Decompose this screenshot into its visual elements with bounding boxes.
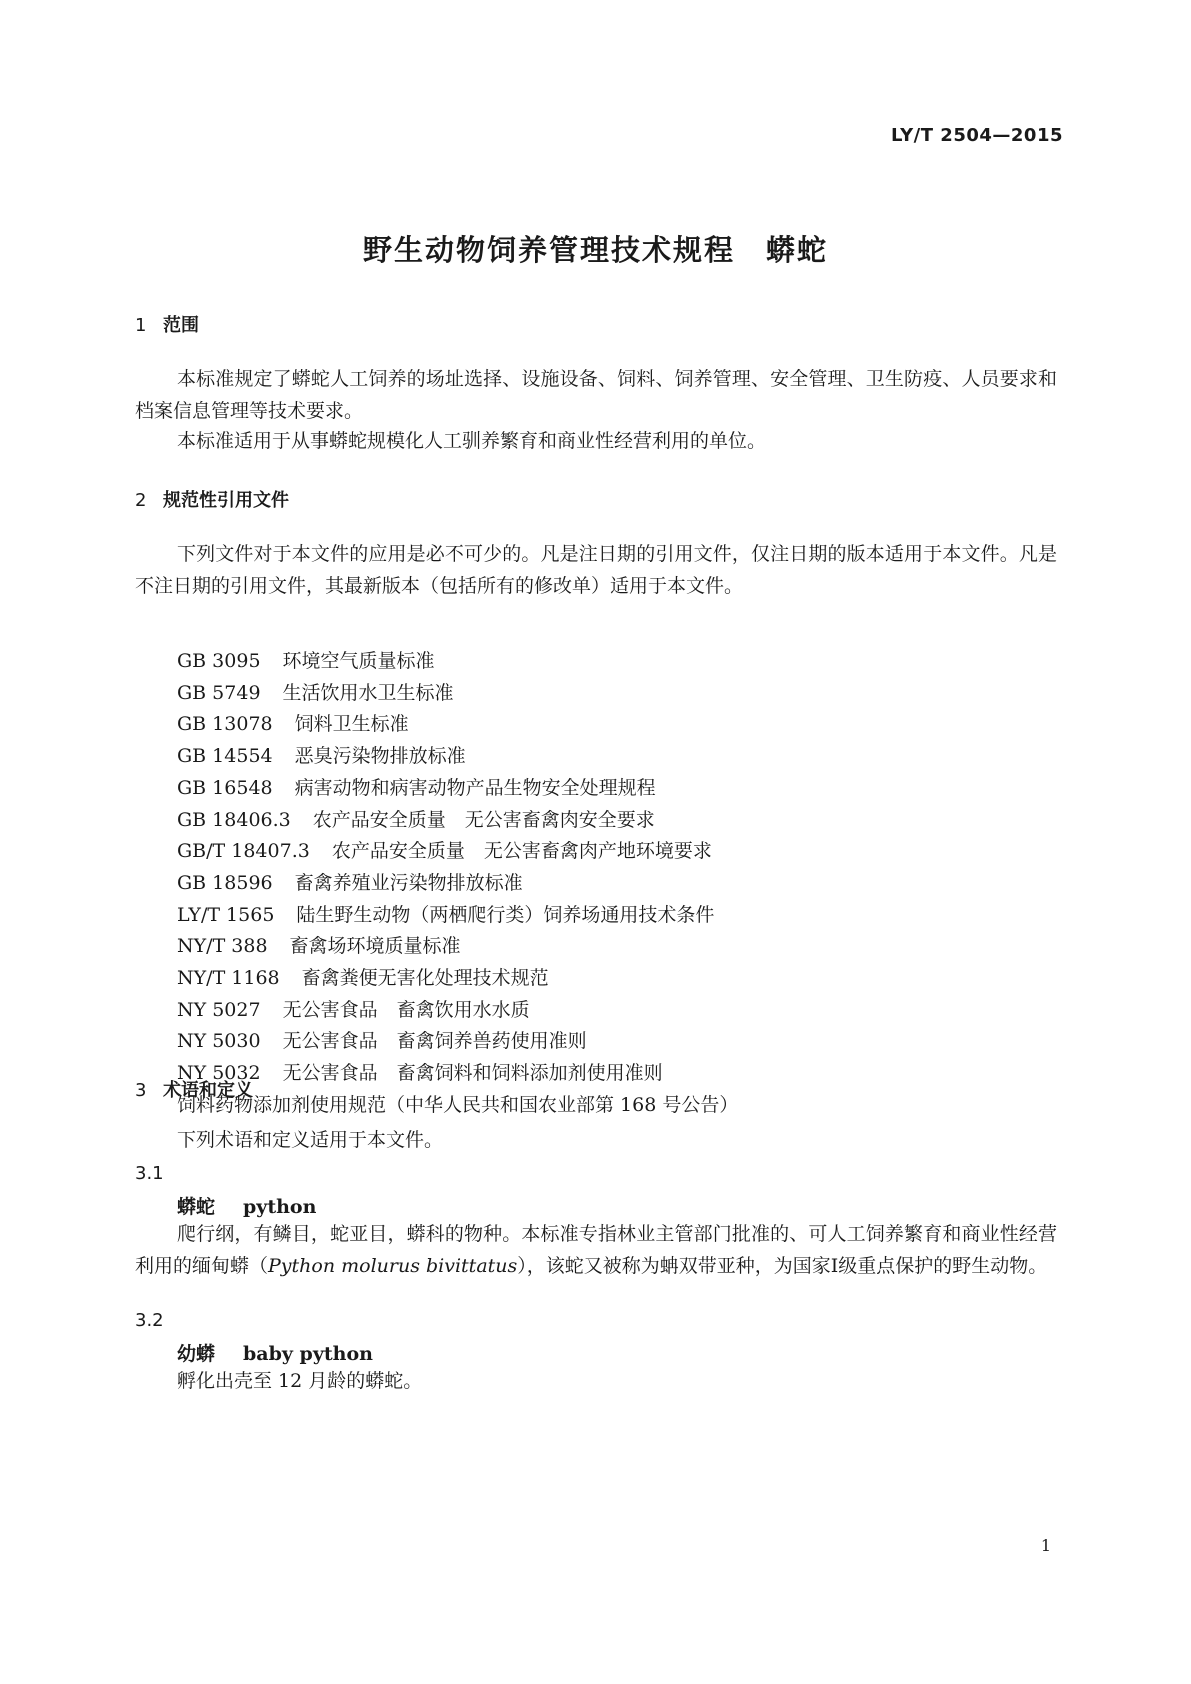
section-number: 3 — [135, 1080, 147, 1101]
reference-item: GB 5749 生活饮用水卫生标准 — [177, 681, 454, 704]
reference-item-extra: 饲料药物添加剂使用规范（中华人民共和国农业部第 168 号公告） — [177, 1093, 739, 1116]
reference-item: NY 5030 无公害食品 畜禽饲养兽药使用准则 — [177, 1030, 587, 1053]
reference-item: GB 3095 环境空气质量标准 — [177, 650, 435, 672]
section-title: 术语和定义 — [163, 1080, 253, 1101]
term-english: python — [243, 1196, 317, 1218]
term-entry — [177, 1339, 373, 1366]
reference-item: NY/T 1168 畜禽粪便无害化处理技术规范 — [177, 967, 549, 990]
section-heading-references — [135, 486, 289, 512]
reference-item: GB 16548 病害动物和病害动物产品生物安全处理规程 — [177, 776, 656, 799]
term-number: 3.1 — [135, 1163, 164, 1184]
standard-code: LY/T 2504—2015 — [890, 125, 1063, 146]
reference-item: GB 18406.3 农产品安全质量 无公害畜禽肉安全要求 — [177, 808, 655, 831]
reference-item: GB 13078 饲料卫生标准 — [177, 713, 409, 736]
term-english: baby python — [243, 1343, 373, 1365]
term-number: 3.2 — [135, 1310, 164, 1331]
references-intro: 下列文件对于本文件的应用是必不可少的。凡是注日期的引用文件，仅注日期的版本适用于本文件。凡是不注日期的引用文件，其最新版本（包括所有的修改单）适用于本文件。 — [135, 543, 1057, 597]
reference-list — [177, 646, 738, 1122]
term-definition: 孵化出壳至 12 月龄的蟒蛇。 — [177, 1370, 423, 1392]
terms-intro: 下列术语和定义适用于本文件。 — [177, 1129, 444, 1151]
reference-item: NY 5027 无公害食品 畜禽饮用水水质 — [177, 998, 530, 1021]
scope-paragraph-2: 本标准适用于从事蟒蛇规模化人工驯养繁育和商业性经营利用的单位。 — [177, 430, 767, 452]
reference-item: NY 5032 无公害食品 畜禽饲料和饲料添加剂使用准则 — [177, 1062, 663, 1085]
term-chinese: 蟒蛇 — [177, 1196, 216, 1218]
section-title: 范围 — [163, 315, 199, 336]
section-number: 1 — [135, 315, 147, 336]
reference-item: GB/T 18407.3 农产品安全质量 无公害畜禽肉产地环境要求 — [177, 840, 712, 863]
reference-item: NY/T 388 畜禽场环境质量标准 — [177, 935, 461, 958]
section-number: 2 — [135, 490, 147, 511]
reference-item: GB 14554 恶臭污染物排放标准 — [177, 745, 466, 768]
reference-item: LY/T 1565 陆生野生动物（两栖爬行类）饲养场通用技术条件 — [177, 903, 715, 926]
latin-name: Python molurus bivittatus — [268, 1255, 518, 1277]
reference-item: GB 18596 畜禽养殖业污染物排放标准 — [177, 871, 523, 894]
section-title: 规范性引用文件 — [163, 490, 289, 511]
section-heading-scope — [135, 311, 199, 337]
term-definition: 爬行纲，有鳞目，蛇亚目，蟒科的物种。本标准专指林业主管部门批准的、可人工饲养繁育和商业性经营利用的缅甸蟒（Python molurus bivittatus），该蛇又被称为蚺双带亚种，为国家Ⅰ级重点保护的野生动物。 — [135, 1223, 1057, 1277]
page-number: 1 — [1040, 1536, 1051, 1555]
term-entry — [177, 1192, 316, 1219]
term-chinese: 幼蟒 — [177, 1343, 216, 1365]
section-heading-terms — [135, 1076, 253, 1102]
scope-paragraph-1: 本标准规定了蟒蛇人工饲养的场址选择、设施设备、饲料、饲养管理、安全管理、卫生防疫、人员要求和档案信息管理等技术要求。 — [135, 368, 1057, 422]
document-title: 野生动物饲养管理技术规程 蟒蛇 — [362, 233, 828, 267]
